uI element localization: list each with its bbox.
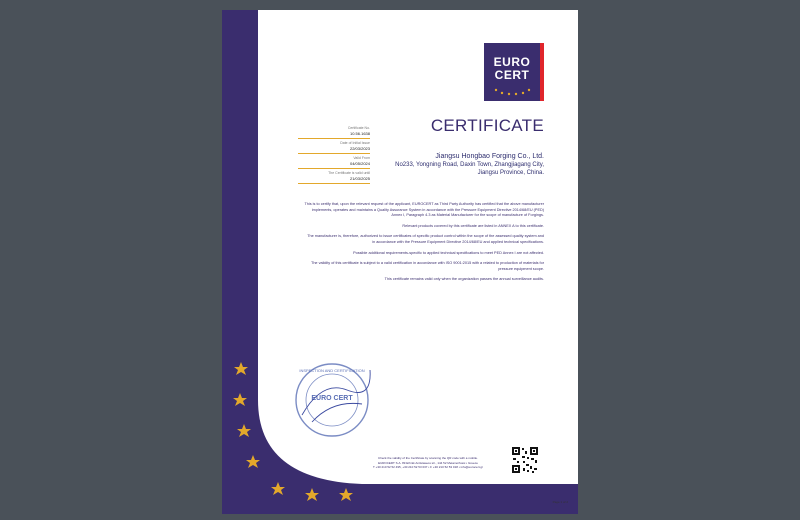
body-paragraph: The manufacturer is, therefore, authorized to issue certificates of specific product control within the scope of the assessed quality system and in accordance with the Pressure Equipment Directive 2014/68/EU and applied technical specifications. <box>307 234 544 244</box>
body-paragraph: The validity of this certificate is subject to a valid certification in accordance with ISO 9001:2015 with a related to production of materials for pressure equipment scope. <box>311 261 544 271</box>
eurocert-seal-stamp <box>292 360 372 440</box>
body-paragraph: This certificate remains valid only when the organization passes the annual surveillance audits. <box>384 277 544 282</box>
seal-ring-text: INSPECTION AND CERTIFICATION <box>299 368 365 373</box>
meta-label: The Certificate is valid until <box>328 171 370 175</box>
logo-text-cert: CERT <box>494 68 530 82</box>
certificate-title: CERTIFICATE <box>430 116 544 135</box>
meta-divider <box>298 183 370 184</box>
meta-value: 10.56.1638 <box>349 131 370 136</box>
body-paragraph: Possible additional requirements-specific to applied technical specifications to meet PED Annex I are not affected. <box>353 250 544 255</box>
body-paragraph: This is to certify that, upon the relevant request of the applicant, EUROCERT as Third Party Authority has certified that the above manufacturer implements, operates and maintains a Quality Assurance System in accordance with the Pressure Equipment Directive 2014/68/EU (PED) Annex I, Paragraph 4.3 as Material Manufacturer for the scope of manufacture of Forgings. <box>304 202 544 218</box>
meta-label: Valid From <box>353 156 370 160</box>
certificate-body <box>304 202 544 288</box>
body-paragraph: Relevant products covered by this certificate are listed in ANNEX A to this certificate. <box>402 223 544 228</box>
certificate-page <box>222 10 578 514</box>
company-block <box>324 152 544 177</box>
company-address-line-1: No233, Yongning Road, Daxin Town, Zhangjiagang City, <box>395 162 544 168</box>
meta-value: 04/05/2024 <box>349 161 370 166</box>
eurocert-logo <box>484 43 544 101</box>
meta-divider <box>298 138 370 139</box>
footer-line-3: T +30 210 52 52 495, +30 210 52 53 037 • F +30 210 52 53 018 • info@eurocert.gr <box>372 465 484 469</box>
seal-center-text: EURO CERT <box>311 395 353 402</box>
meta-value: 22/03/2023 <box>349 146 370 151</box>
meta-label: Certificate No. <box>347 126 370 130</box>
meta-label: Date of Initial Issue <box>340 141 370 145</box>
footer-line-1: Check the validity of the Certificate by scanning the QR code with a mobile. <box>378 456 478 460</box>
meta-certificate-no <box>298 126 370 139</box>
bottom-left-purple-curve <box>222 310 578 514</box>
footer-line-2: EUROCERT S.A. 89 Ethnik Antistaseos str., 144 52 Metamorfossi • Greece <box>378 460 478 465</box>
qr-code-icon[interactable] <box>511 446 539 474</box>
company-name: Jiangsu Hongbao Forging Co., Ltd. <box>435 153 544 160</box>
page-number: Page 1 of 2 <box>552 500 568 504</box>
meta-value: 21/03/2025 <box>349 176 370 181</box>
logo-stars-icon <box>492 84 532 96</box>
company-address-line-2: Jiangsu Province, China. <box>477 170 544 176</box>
footer-contact <box>340 456 516 470</box>
logo-text-euro: EURO <box>493 55 531 69</box>
